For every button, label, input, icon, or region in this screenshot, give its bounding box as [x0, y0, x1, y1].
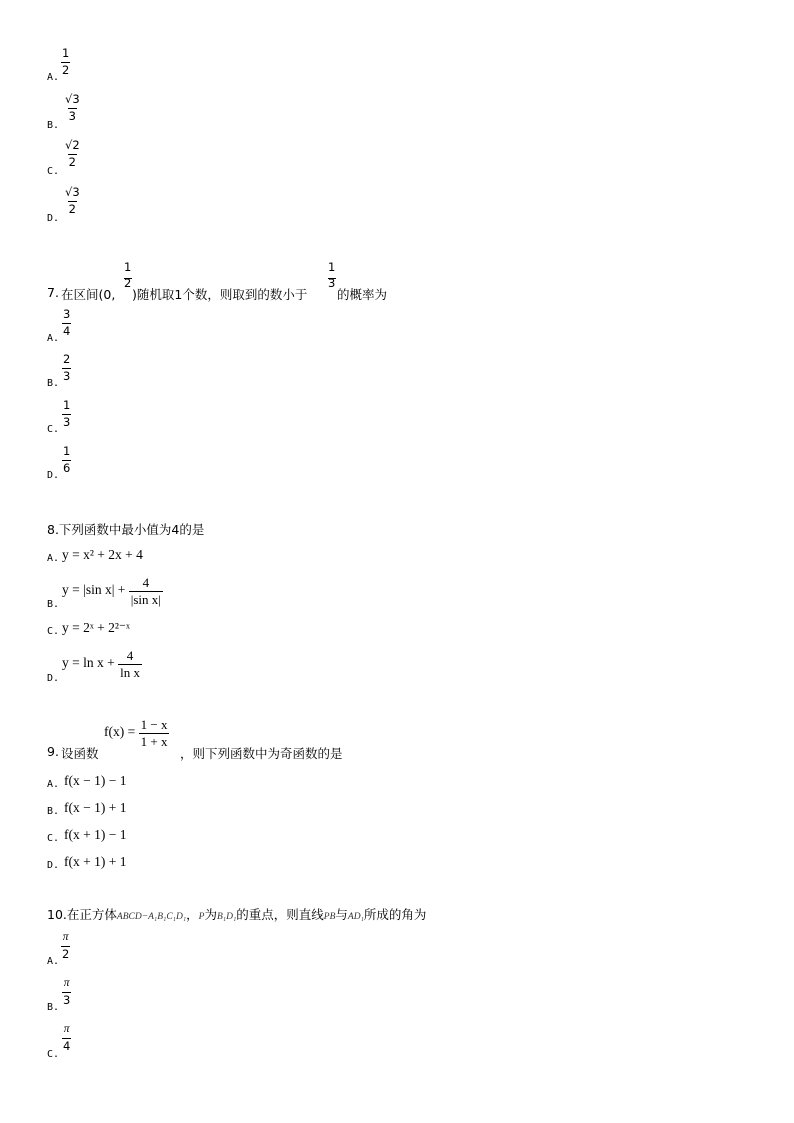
q6-option-a-label: A. [47, 72, 60, 83]
q9-text-1: 设函数 [61, 746, 99, 761]
q9-option-c-expr: f(x + 1) − 1 [64, 827, 127, 842]
q7-text-2: )随机取1个数，则取到的数小于 [132, 287, 308, 302]
q7-option-b-label: B. [47, 378, 60, 389]
q7-text-3: 的概率为 [337, 287, 388, 302]
q7-option-c-fraction: $\frac{1}{3}$ [63, 398, 71, 429]
q9-function-fraction: $\frac{1 - x}{1 + x}$ [140, 717, 168, 749]
q7-threshold-fraction-bar [328, 278, 336, 279]
q8-option-a-label: A. [47, 553, 60, 564]
q6-option-c-label: C. [47, 166, 60, 177]
q9-option-d-expr: f(x + 1) + 1 [64, 854, 127, 869]
q10-cube-name: ABCD−A₁B₁C₁D₁ [116, 912, 187, 922]
q10-line-ad1: AD₁ [347, 912, 364, 922]
q10-option-b-label: B. [47, 1002, 60, 1013]
q7-option-a-fraction: $\frac{3}{4}$ [63, 307, 71, 338]
q10-line-pb: PB [323, 912, 336, 922]
q6-option-d-label: D. [47, 213, 60, 224]
q9-text-2: ，则下列函数中为奇函数的是 [180, 746, 343, 761]
q7-threshold-fraction: 1 3 [328, 260, 336, 290]
q9-number: 9. [47, 744, 59, 759]
q9-option-a-label: A. [47, 779, 60, 790]
q7-option-c-label: C. [47, 424, 60, 435]
q8-option-c-expr: y = 2ˣ + 2²⁻ˣ [62, 620, 130, 635]
q8-option-b-fraction: $\frac{4}{\text{|sin x|}}$ [130, 575, 161, 607]
q10-point: P [198, 912, 205, 922]
q8-option-c-label: C. [47, 626, 60, 637]
q6-option-d-fraction: $\frac{√3}{2}$ [65, 185, 80, 216]
q10-option-c-fraction: $\frac{\pi}{4}$ [63, 1023, 71, 1053]
q7-interval-fraction-bar [124, 278, 132, 279]
q9-function-definition: f(x) = $\frac{1 - x}{1 + x}$ [104, 717, 168, 749]
q9-option-a-expr: f(x − 1) − 1 [64, 773, 127, 788]
q10-option-b-fraction: $\frac{\pi}{3}$ [63, 977, 71, 1007]
q7-text-1: 在区间(0, [61, 287, 116, 302]
q8-option-d-label: D. [47, 673, 60, 684]
q8-option-b-expr: y = |sin x| + $\frac{4}{\text{|sin x|}}$ [62, 575, 161, 607]
q8-stem: 8.下列函数中最小值为4的是 [47, 522, 205, 537]
q8-option-b-label: B. [47, 599, 60, 610]
q7-option-d-fraction: $\frac{1}{6}$ [63, 444, 71, 475]
q9-option-b-expr: f(x − 1) + 1 [64, 800, 127, 815]
q7-interval-fraction: 1 2 [124, 260, 132, 290]
q9-option-d-label: D. [47, 860, 60, 871]
q7-option-d-label: D. [47, 470, 60, 481]
q6-option-c-fraction: $\frac{√2}{2}$ [65, 138, 80, 169]
q8-option-d-fraction: $\frac{4}{\text{ln x}}$ [120, 648, 140, 680]
q10-segment: B₁D₁ [216, 912, 237, 922]
q8-option-d-expr: y = ln x + $\frac{4}{\text{ln x}}$ [62, 648, 140, 680]
q10-option-c-label: C. [47, 1049, 60, 1060]
q7-number: 7. [47, 285, 59, 300]
q7-option-a-label: A. [47, 333, 60, 344]
q10-stem: 10.在正方体ABCD−A₁B₁C₁D₁，P为B₁D₁的重点，则直线PB与AD₁所成的角为 [47, 907, 427, 922]
q8-option-a-expr: y = x² + 2x + 4 [62, 547, 143, 562]
q7-option-b-fraction: $\frac{2}{3}$ [63, 352, 71, 383]
q6-option-a-fraction: $\frac{1}{2}$ [62, 46, 70, 77]
q10-option-a-label: A. [47, 956, 60, 967]
q9-option-b-label: B. [47, 806, 60, 817]
q9-option-c-label: C. [47, 833, 60, 844]
q10-option-a-fraction: $\frac{\pi}{2}$ [62, 931, 70, 961]
q6-option-b-fraction: $\frac{√3}{3}$ [65, 92, 80, 123]
q6-option-b-label: B. [47, 120, 60, 131]
